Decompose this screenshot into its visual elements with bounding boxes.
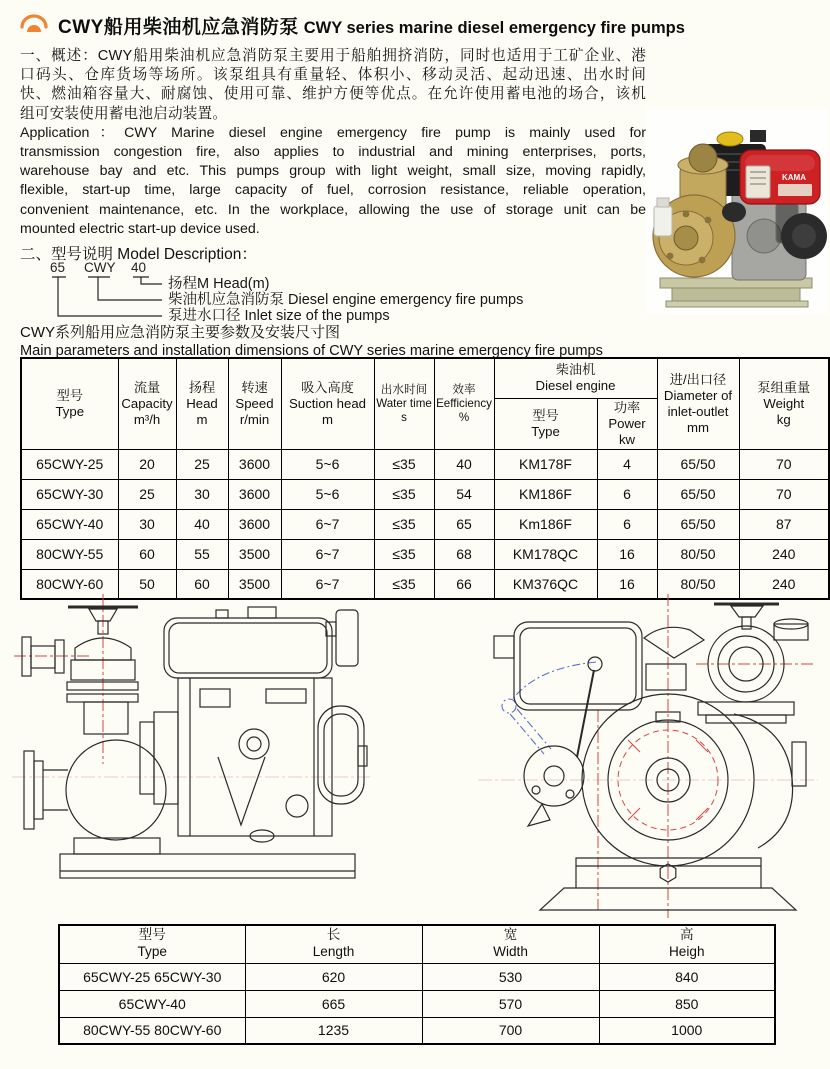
- product-photo: [646, 108, 828, 314]
- table-row: 65CWY-25 20 25 3600 5~6 ≤35 40 KM178F 4 65/50 70: [21, 449, 829, 479]
- model-label-series: 柴油机应急消防泵 Diesel engine emergency fire pumps: [168, 291, 524, 308]
- page-title-en: CWY series marine diesel emergency fire pumps: [303, 19, 685, 37]
- model-code-diagram: [34, 259, 594, 324]
- model-label-inlet: 泵进水口径 Inlet size of the pumps: [168, 307, 390, 324]
- table-row: 65CWY-30 25 30 3600 5~6 ≤35 54 KM186F 6 65/50 70: [21, 479, 829, 509]
- col-header-capacity: 流量 Capacity m³/h: [118, 358, 176, 449]
- table-row: 80CWY-55 80CWY-60 1235 700 1000: [59, 1017, 775, 1044]
- table-row: 80CWY-55 60 55 3500 6~7 ≤35 68 KM178QC 16 80/50 240: [21, 539, 829, 569]
- application-line: Application：CWY Marine diesel engine emergency fire pump is mainly used for: [20, 124, 646, 141]
- col-header-speed: 转速 Speed r/min: [228, 358, 281, 449]
- table-row: 65CWY-25 65CWY-30 620 530 840: [59, 963, 775, 990]
- pump-unit-side-view-drawing: [12, 594, 370, 894]
- model-code-inlet: 65: [50, 259, 66, 275]
- table-row: 65CWY-40 30 40 3600 6~7 ≤35 65 Km186F 6 65/50 87: [21, 509, 829, 539]
- col-header-weight: 泵组重量 Weight kg: [739, 358, 829, 449]
- intro-text-column: [20, 47, 646, 360]
- model-label-head: 扬程M Head(m): [168, 275, 270, 292]
- cell-type: 65CWY-30: [21, 479, 118, 509]
- overview-line: 快、燃油箱容量大、耐腐蚀、使用可靠、维护方便等优点。在允许使用蓄电池的场合，该机: [20, 86, 646, 103]
- col-header-efficiency: 效率 Eefficiency %: [434, 358, 494, 449]
- sunrise-logo-icon: [18, 14, 50, 38]
- parameters-table: [20, 357, 830, 600]
- col-header-type: 型号 Type: [21, 358, 118, 449]
- application-line: warehouse bay and etc. This pumps group with light weight, small size, moving rapidly,: [20, 163, 646, 180]
- application-line: flexible, start-up time, large capacity of fuel, corrosion resistance, reliable operation,: [20, 182, 646, 199]
- col-header-diesel-engine-group: 柴油机 Diesel engine: [494, 358, 657, 398]
- col-header-diameter: 进/出口径 Diameter of inlet-outlet mm: [657, 358, 739, 449]
- tank-brand-label: KAMA: [782, 173, 806, 182]
- parameters-title-zh: CWY系列船用应急消防泵主要参数及安装尺寸图: [20, 323, 340, 341]
- cell-type: 80CWY-55: [21, 539, 118, 569]
- col-header-water-time: 出水时间 Water time s: [374, 358, 434, 449]
- page-title: [58, 12, 685, 39]
- col-header-engine-type: 型号 Type: [494, 398, 597, 449]
- table-row: 80CWY-60 50 60 3500 6~7 ≤35 66 KM376QC 16 80/50 240: [21, 569, 829, 599]
- parameters-section-title: [20, 324, 646, 360]
- cell-type: 65CWY-40: [21, 509, 118, 539]
- model-code-head: 40: [131, 259, 147, 275]
- overview-line: 一、概述：CWY船用柴油机应急消防泵主要用于船舶拥挤消防，同时也适用于工矿企业、港: [20, 48, 646, 64]
- overview-line: 口码头、仓库货场等场所。该泵组具有重量轻、体积小、移动灵活、起动迅速、出水时间: [20, 67, 646, 84]
- cell-type: 65CWY-25: [21, 449, 118, 479]
- model-description-heading: 二、型号说明 Model Description：: [20, 245, 257, 263]
- dim-col-type: 型号 Type: [59, 925, 245, 963]
- col-header-engine-power: 功率 Power kw: [597, 398, 657, 449]
- dim-col-height: 高 Heigh: [599, 925, 775, 963]
- application-line: convenient maintenance, etc. In the workplace, allowing the use of storage unit can be: [20, 201, 646, 218]
- installation-drawings: [0, 592, 830, 922]
- parameters-title-en: Main parameters and installation dimensions of CWY series marine emergency fire pumps: [20, 342, 603, 359]
- col-header-head: 扬程 Head m: [176, 358, 228, 449]
- overview-line: 组可安装使用蓄电池启动装置。: [20, 105, 228, 122]
- dim-header-row: [59, 925, 775, 963]
- page-title-zh: CWY船用柴油机应急消防泵: [58, 17, 299, 38]
- dimensions-table: [58, 924, 776, 1045]
- col-header-suction: 吸入高度 Suction head m: [281, 358, 374, 449]
- model-code-series: CWY: [84, 259, 116, 275]
- page-header: [18, 12, 818, 39]
- pump-unit-end-view-drawing: [478, 592, 818, 922]
- cell-type: 80CWY-60: [21, 569, 118, 599]
- diesel-fire-pump-photo: [646, 108, 828, 314]
- dim-col-length: 长 Length: [245, 925, 422, 963]
- header-row-1: [21, 358, 829, 398]
- application-line: mounted electric start-up device used.: [20, 220, 260, 237]
- application-line: transmission congestion fire, also applies to industrial and mining enterprises, ports,: [20, 143, 646, 160]
- dim-col-width: 宽 Width: [422, 925, 599, 963]
- table-row: 65CWY-40 665 570 850: [59, 990, 775, 1017]
